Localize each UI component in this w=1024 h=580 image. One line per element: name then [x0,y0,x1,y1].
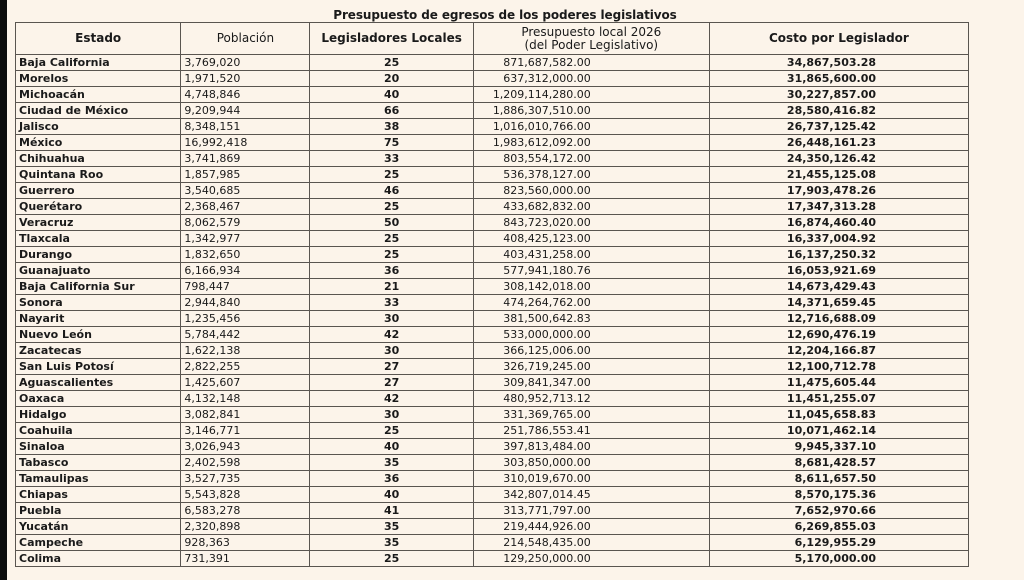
cell-presupuesto: 1,886,307,510.00 [473,103,709,119]
table-row [16,151,969,167]
cell-poblacion: 3,540,685 [181,183,310,199]
table-row [16,375,969,391]
cell-poblacion: 1,342,977 [181,231,310,247]
cell-estado: Chiapas [16,487,181,503]
table-row [16,199,969,215]
cell-presupuesto: 366,125,006.00 [473,343,709,359]
cell-legisladores: 66 [310,103,473,119]
cell-estado: Guanajuato [16,263,181,279]
cell-poblacion: 731,391 [181,551,310,567]
table-row [16,343,969,359]
cell-poblacion: 1,425,607 [181,375,310,391]
cell-estado: Sonora [16,295,181,311]
table-row [16,103,969,119]
cell-costo: 31,865,600.00 [709,71,968,87]
cell-estado: Tabasco [16,455,181,471]
table-row [16,167,969,183]
cell-presupuesto: 219,444,926.00 [473,519,709,535]
cell-estado: Durango [16,247,181,263]
cell-presupuesto: 536,378,127.00 [473,167,709,183]
cell-estado: Zacatecas [16,343,181,359]
cell-legisladores: 25 [310,247,473,263]
cell-legisladores: 27 [310,359,473,375]
cell-presupuesto: 308,142,018.00 [473,279,709,295]
cell-legisladores: 25 [310,55,473,71]
table-row [16,119,969,135]
cell-presupuesto: 214,548,435.00 [473,535,709,551]
cell-costo: 11,475,605.44 [709,375,968,391]
cell-presupuesto: 303,850,000.00 [473,455,709,471]
header-row [16,23,969,55]
cell-presupuesto: 533,000,000.00 [473,327,709,343]
cell-poblacion: 3,146,771 [181,423,310,439]
cell-poblacion: 16,992,418 [181,135,310,151]
cell-estado: Guerrero [16,183,181,199]
cell-poblacion: 2,320,898 [181,519,310,535]
cell-presupuesto: 474,264,762.00 [473,295,709,311]
table-row [16,471,969,487]
cell-costo: 16,337,004.92 [709,231,968,247]
cell-poblacion: 4,132,148 [181,391,310,407]
table-row [16,231,969,247]
table-row [16,327,969,343]
cell-poblacion: 9,209,944 [181,103,310,119]
cell-costo: 8,570,175.36 [709,487,968,503]
cell-costo: 8,611,657.50 [709,471,968,487]
cell-costo: 24,350,126.42 [709,151,968,167]
cell-estado: Campeche [16,535,181,551]
cell-presupuesto: 129,250,000.00 [473,551,709,567]
cell-estado: Quintana Roo [16,167,181,183]
cell-legisladores: 50 [310,215,473,231]
table-row [16,135,969,151]
cell-legisladores: 35 [310,455,473,471]
cell-presupuesto: 1,209,114,280.00 [473,87,709,103]
left-edge-bar [0,0,7,580]
cell-costo: 8,681,428.57 [709,455,968,471]
legislative-budget-table [15,22,969,567]
table-row [16,87,969,103]
cell-legisladores: 46 [310,183,473,199]
cell-presupuesto: 843,723,020.00 [473,215,709,231]
cell-poblacion: 5,784,442 [181,327,310,343]
cell-estado: San Luis Potosí [16,359,181,375]
cell-poblacion: 2,944,840 [181,295,310,311]
cell-legisladores: 36 [310,263,473,279]
table-row [16,279,969,295]
table-row [16,311,969,327]
cell-poblacion: 6,583,278 [181,503,310,519]
cell-legisladores: 40 [310,439,473,455]
header-presupuesto [473,23,709,55]
cell-estado: Tlaxcala [16,231,181,247]
cell-presupuesto: 803,554,172.00 [473,151,709,167]
header-presupuesto-line1: Presupuesto local 2026 [521,24,662,39]
table-row [16,503,969,519]
cell-presupuesto: 310,019,670.00 [473,471,709,487]
cell-costo: 16,137,250.32 [709,247,968,263]
cell-costo: 11,045,658.83 [709,407,968,423]
cell-costo: 10,071,462.14 [709,423,968,439]
cell-costo: 26,737,125.42 [709,119,968,135]
cell-costo: 7,652,970.66 [709,503,968,519]
header-presupuesto-line2: (del Poder Legislativo) [524,37,659,52]
cell-costo: 12,716,688.09 [709,311,968,327]
cell-presupuesto: 331,369,765.00 [473,407,709,423]
table-row [16,247,969,263]
cell-presupuesto: 433,682,832.00 [473,199,709,215]
cell-legisladores: 25 [310,423,473,439]
cell-estado: Aguascalientes [16,375,181,391]
cell-costo: 30,227,857.00 [709,87,968,103]
cell-legisladores: 25 [310,167,473,183]
table-row [16,391,969,407]
cell-poblacion: 3,026,943 [181,439,310,455]
table-row [16,519,969,535]
cell-costo: 9,945,337.10 [709,439,968,455]
cell-estado: Jalisco [16,119,181,135]
cell-poblacion: 2,822,255 [181,359,310,375]
cell-estado: Querétaro [16,199,181,215]
cell-estado: Nuevo León [16,327,181,343]
cell-poblacion: 3,769,020 [181,55,310,71]
cell-poblacion: 3,082,841 [181,407,310,423]
cell-estado: Hidalgo [16,407,181,423]
cell-poblacion: 2,402,598 [181,455,310,471]
table-row [16,263,969,279]
header-estado: Estado [16,23,181,55]
cell-poblacion: 8,348,151 [181,119,310,135]
table-row [16,487,969,503]
cell-legisladores: 25 [310,231,473,247]
cell-estado: Baja California [16,55,181,71]
header-poblacion: Población [181,23,310,55]
cell-legisladores: 75 [310,135,473,151]
cell-presupuesto: 637,312,000.00 [473,71,709,87]
cell-costo: 12,100,712.78 [709,359,968,375]
cell-poblacion: 1,971,520 [181,71,310,87]
cell-poblacion: 2,368,467 [181,199,310,215]
table-row [16,455,969,471]
cell-presupuesto: 397,813,484.00 [473,439,709,455]
cell-estado: Baja California Sur [16,279,181,295]
cell-presupuesto: 871,687,582.00 [473,55,709,71]
cell-poblacion: 3,527,735 [181,471,310,487]
cell-estado: Morelos [16,71,181,87]
cell-presupuesto: 403,431,258.00 [473,247,709,263]
cell-costo: 16,874,460.40 [709,215,968,231]
cell-poblacion: 1,622,138 [181,343,310,359]
cell-presupuesto: 326,719,245.00 [473,359,709,375]
cell-estado: Chihuahua [16,151,181,167]
cell-costo: 6,269,855.03 [709,519,968,535]
cell-legisladores: 40 [310,87,473,103]
header-costo: Costo por Legislador [709,23,968,55]
table-title: Presupuesto de egresos de los poderes legislativos [333,8,677,22]
cell-poblacion: 8,062,579 [181,215,310,231]
cell-costo: 34,867,503.28 [709,55,968,71]
table-row [16,183,969,199]
cell-estado: Veracruz [16,215,181,231]
cell-legisladores: 20 [310,71,473,87]
cell-poblacion: 1,235,456 [181,311,310,327]
cell-poblacion: 928,363 [181,535,310,551]
cell-estado: Oaxaca [16,391,181,407]
cell-legisladores: 21 [310,279,473,295]
cell-legisladores: 40 [310,487,473,503]
header-legisladores: Legisladores Locales [310,23,473,55]
cell-presupuesto: 577,941,180.76 [473,263,709,279]
cell-costo: 5,170,000.00 [709,551,968,567]
cell-costo: 17,903,478.26 [709,183,968,199]
cell-legisladores: 33 [310,151,473,167]
cell-legisladores: 30 [310,407,473,423]
cell-poblacion: 798,447 [181,279,310,295]
cell-presupuesto: 251,786,553.41 [473,423,709,439]
cell-presupuesto: 1,983,612,092.00 [473,135,709,151]
cell-presupuesto: 309,841,347.00 [473,375,709,391]
cell-legisladores: 35 [310,535,473,551]
cell-legisladores: 41 [310,503,473,519]
cell-legisladores: 36 [310,471,473,487]
table-body [16,55,969,567]
cell-estado: Ciudad de México [16,103,181,119]
cell-costo: 12,690,476.19 [709,327,968,343]
cell-legisladores: 38 [310,119,473,135]
table-row [16,423,969,439]
cell-legisladores: 25 [310,551,473,567]
cell-poblacion: 6,166,934 [181,263,310,279]
cell-poblacion: 3,741,869 [181,151,310,167]
table-row [16,439,969,455]
cell-legisladores: 27 [310,375,473,391]
table-row [16,55,969,71]
cell-estado: México [16,135,181,151]
cell-estado: Michoacán [16,87,181,103]
cell-presupuesto: 408,425,123.00 [473,231,709,247]
cell-costo: 17,347,313.28 [709,199,968,215]
table-row [16,551,969,567]
cell-presupuesto: 381,500,642.83 [473,311,709,327]
cell-presupuesto: 823,560,000.00 [473,183,709,199]
cell-legisladores: 30 [310,343,473,359]
cell-costo: 14,371,659.45 [709,295,968,311]
table-row [16,215,969,231]
cell-estado: Nayarit [16,311,181,327]
cell-presupuesto: 1,016,010,766.00 [473,119,709,135]
cell-costo: 21,455,125.08 [709,167,968,183]
cell-poblacion: 1,832,650 [181,247,310,263]
cell-poblacion: 1,857,985 [181,167,310,183]
cell-costo: 11,451,255.07 [709,391,968,407]
cell-estado: Coahuila [16,423,181,439]
cell-poblacion: 5,543,828 [181,487,310,503]
cell-estado: Tamaulipas [16,471,181,487]
cell-estado: Puebla [16,503,181,519]
table-row [16,71,969,87]
table-row [16,407,969,423]
cell-costo: 12,204,166.87 [709,343,968,359]
cell-poblacion: 4,748,846 [181,87,310,103]
cell-legisladores: 35 [310,519,473,535]
cell-estado: Yucatán [16,519,181,535]
cell-estado: Sinaloa [16,439,181,455]
cell-legisladores: 30 [310,311,473,327]
cell-estado: Colima [16,551,181,567]
cell-legisladores: 42 [310,327,473,343]
cell-legisladores: 25 [310,199,473,215]
cell-costo: 26,448,161.23 [709,135,968,151]
table-row [16,359,969,375]
table-row [16,535,969,551]
cell-presupuesto: 342,807,014.45 [473,487,709,503]
cell-presupuesto: 480,952,713.12 [473,391,709,407]
cell-costo: 28,580,416.82 [709,103,968,119]
table-row [16,295,969,311]
cell-legisladores: 33 [310,295,473,311]
cell-presupuesto: 313,771,797.00 [473,503,709,519]
cell-costo: 14,673,429.43 [709,279,968,295]
cell-costo: 16,053,921.69 [709,263,968,279]
cell-costo: 6,129,955.29 [709,535,968,551]
cell-legisladores: 42 [310,391,473,407]
